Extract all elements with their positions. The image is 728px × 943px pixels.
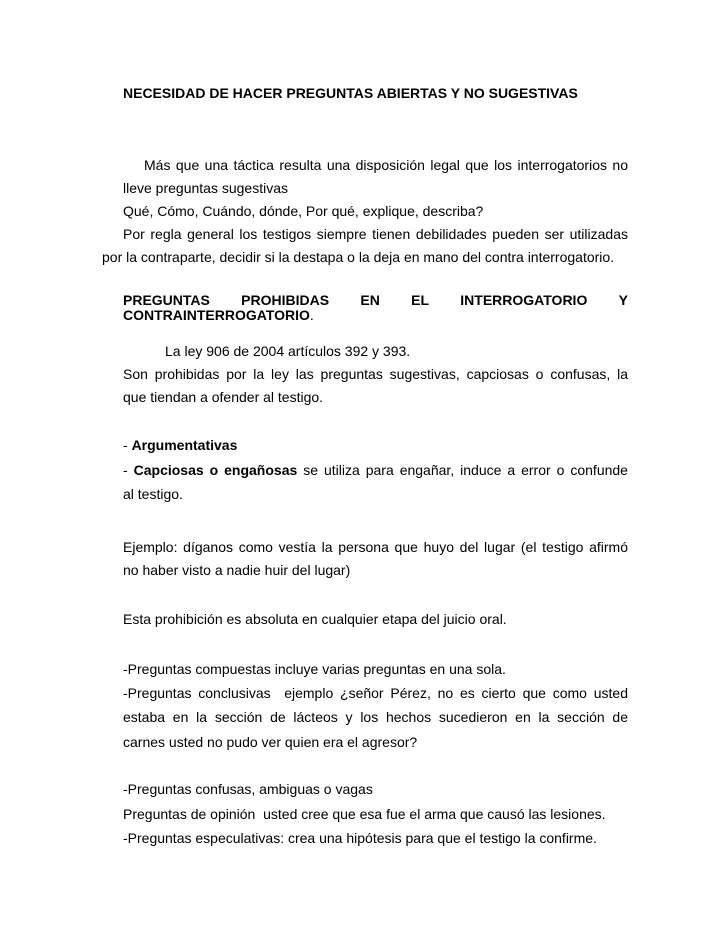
item-text: se utiliza para engañar, induce a error o confunde bbox=[297, 462, 628, 478]
law-line-1: Son prohibidas por la ley las preguntas sugestivas, capciosas o confusas, la bbox=[123, 366, 628, 382]
intro-line-4: Por regla general los testigos siempre tienen debilidades pueden ser utilizadas bbox=[123, 226, 628, 242]
bullet-dash: - bbox=[123, 437, 132, 453]
example-line-1: Ejemplo: díganos como vestía la persona que huyo del lugar (el testigo afirmó bbox=[123, 539, 628, 555]
intro-line-1: Más que una táctica resulta una disposición legal que los interrogatorios no bbox=[144, 157, 628, 173]
heading-word: Y bbox=[618, 292, 628, 308]
heading-word-contrainterrogatorio: CONTRAINTERROGATORIO bbox=[123, 307, 310, 323]
compound-line-2: -Preguntas conclusivas ejemplo ¿señor Pérez, no es cierto que como usted bbox=[123, 685, 628, 701]
heading-word: EN bbox=[360, 292, 380, 308]
intro-line-5: por la contraparte, decidir si la destapa o la deja en mano del contra interrogatorio. bbox=[102, 249, 615, 265]
compound-line-1: -Preguntas compuestas incluye varias preguntas en una sola. bbox=[123, 661, 506, 677]
example-line-2: no haber visto a nadie huir del lugar) bbox=[123, 562, 351, 578]
heading-word: PROHIBIDAS bbox=[241, 292, 330, 308]
section-heading-line-2 bbox=[123, 306, 314, 324]
intro-line-2: lleve preguntas sugestivas bbox=[123, 180, 288, 196]
absolute-prohibition: Esta prohibición es absoluta en cualquier etapa del juicio oral. bbox=[123, 611, 507, 627]
heading-period: . bbox=[309, 307, 314, 323]
law-reference: La ley 906 de 2004 artículos 392 y 393. bbox=[165, 343, 411, 359]
page-title: NECESIDAD DE HACER PREGUNTAS ABIERTAS Y NO SUGESTIVAS bbox=[123, 85, 578, 101]
heading-word: EL bbox=[411, 292, 429, 308]
heading-word: INTERROGATORIO bbox=[460, 292, 588, 308]
intro-line-3: Qué, Cómo, Cuándo, dónde, Por qué, explique, describa? bbox=[123, 203, 484, 219]
item-label: Argumentativas bbox=[131, 437, 238, 453]
compound-line-4: carnes usted no pudo ver quien era el agresor? bbox=[123, 734, 418, 750]
item-capciosas-line-1 bbox=[123, 461, 628, 479]
compound-line-3: estaba en la sección de lácteos y los hechos sucedieron en la sección de bbox=[123, 709, 628, 725]
heading-word: PREGUNTAS bbox=[123, 292, 210, 308]
item-argumentativas bbox=[123, 436, 237, 454]
law-line-2: que tiendan a ofender al testigo. bbox=[123, 389, 324, 405]
item-label: Capciosas o engañosas bbox=[133, 462, 298, 478]
item-capciosas-line-2: al testigo. bbox=[123, 486, 183, 502]
bullet-dash: - bbox=[123, 462, 134, 478]
final-line-1: -Preguntas confusas, ambiguas o vagas bbox=[123, 781, 373, 797]
final-line-2: Preguntas de opinión usted cree que esa fue el arma que causó las lesiones. bbox=[123, 806, 606, 822]
final-line-3: -Preguntas especulativas: crea una hipótesis para que el testigo la confirme. bbox=[123, 830, 597, 846]
